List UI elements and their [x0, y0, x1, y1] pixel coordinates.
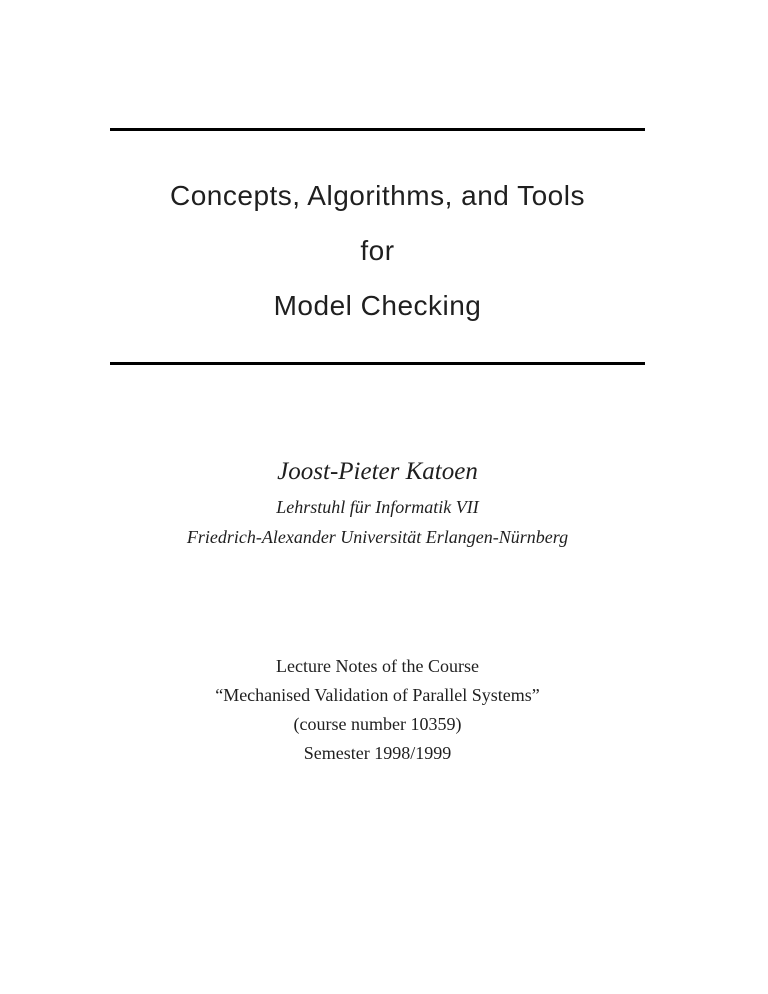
course-line-3: (course number 10359) [293, 714, 462, 734]
course-line-4: Semester 1998/1999 [303, 743, 452, 763]
title-line-3: Model Checking [273, 290, 482, 321]
title-block [110, 168, 645, 333]
bottom-rule [110, 362, 645, 365]
title-line-2: for [360, 235, 395, 266]
author-name: Joost-Pieter Katoen [277, 458, 478, 485]
course-block [110, 652, 645, 768]
affiliation-line-2: Friedrich-Alexander Universität Erlangen-Nürnberg [186, 527, 569, 547]
top-rule [110, 128, 645, 131]
course-line-1: Lecture Notes of the Course [276, 656, 479, 676]
course-line-2: “Mechanised Validation of Parallel Systems” [215, 685, 540, 705]
title-line-1: Concepts, Algorithms, and Tools [170, 180, 585, 211]
author-block [110, 452, 645, 552]
affiliation-line-1: Lehrstuhl für Informatik VII [276, 497, 479, 517]
